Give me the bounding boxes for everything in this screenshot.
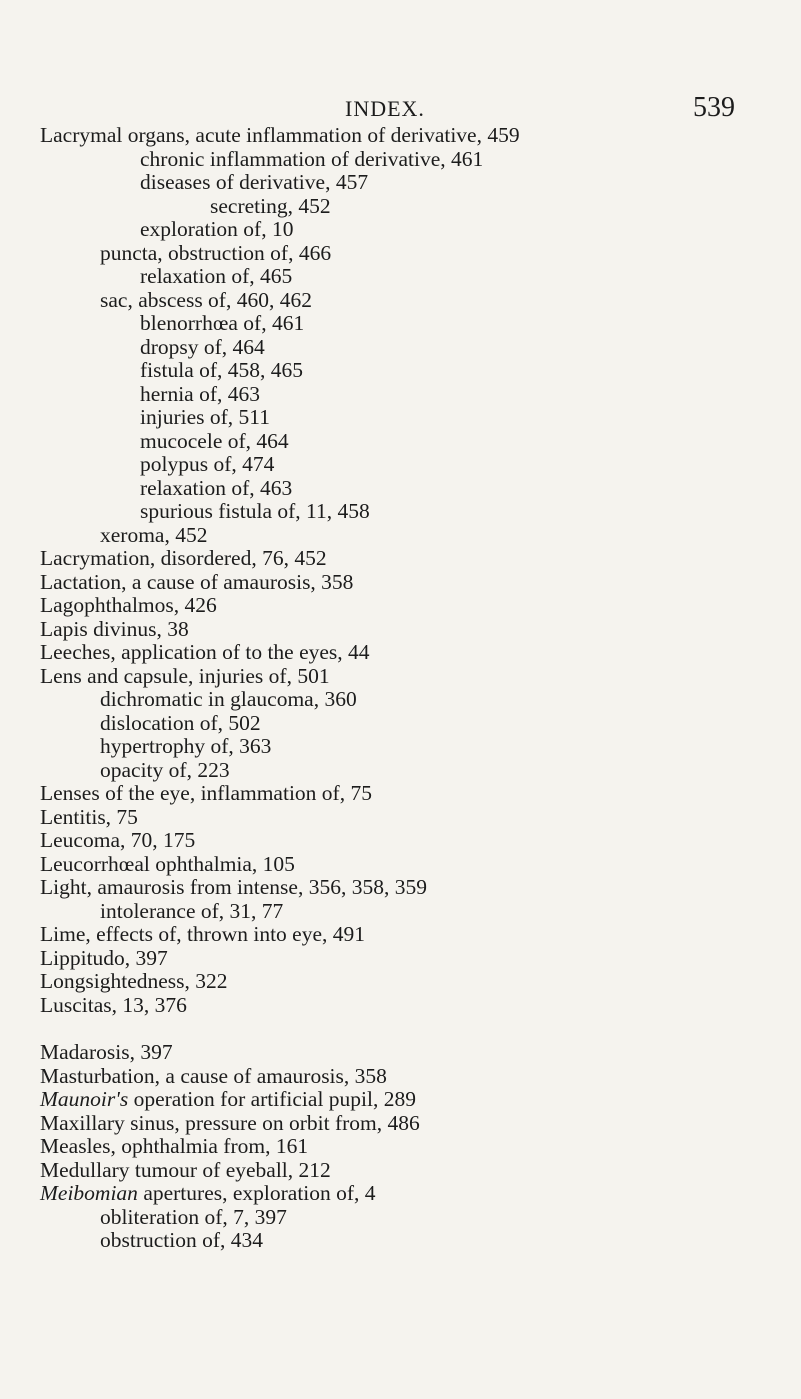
index-subentry: xeroma, 452 xyxy=(100,522,208,547)
index-entry: Leucoma, 70, 175 xyxy=(40,828,196,852)
index-subentry: relaxation of, 463 xyxy=(140,475,293,500)
index-subentry: dichromatic in glaucoma, 360 xyxy=(100,687,357,711)
index-subentry: blenorrhœa of, 461 xyxy=(140,311,305,335)
index-subentry: obliteration of, 7, 397 xyxy=(100,1204,287,1229)
italic-name: Maunoir's xyxy=(40,1087,129,1111)
index-entry: Lens and capsule, injuries of, 501 xyxy=(40,663,330,688)
index-subentry: diseases of derivative, 457 xyxy=(140,170,369,194)
index-subentry: exploration of, 10 xyxy=(140,217,294,241)
index-entry: Luscitas, 13, 376 xyxy=(40,992,187,1017)
index-subentry: relaxation of, 465 xyxy=(140,264,293,288)
entry-text: apertures, exploration of, 4 xyxy=(137,1181,376,1205)
running-title: INDEX. xyxy=(345,96,425,121)
index-entry: Longsightedness, 322 xyxy=(40,969,228,993)
index-entry: Lapis divinus, 38 xyxy=(40,616,189,641)
index-entry xyxy=(40,1182,780,1206)
index-subentry: dropsy of, 464 xyxy=(140,334,265,359)
index-entry: Leeches, application of to the eyes, 44 xyxy=(40,640,370,664)
index-subentry: opacity of, 223 xyxy=(100,757,230,782)
index-subentry: secreting, 452 xyxy=(210,193,331,218)
index-subentry: fistula of, 458, 465 xyxy=(140,358,304,382)
index-entries xyxy=(40,124,780,1253)
index-entry: Lacrymation, disordered, 76, 452 xyxy=(40,546,327,570)
index-subentry: hernia of, 463 xyxy=(140,381,261,406)
index-subentry: puncta, obstruction of, 466 xyxy=(100,240,332,265)
index-subentry: dislocation of, 502 xyxy=(100,710,261,735)
index-entry: Lime, effects of, thrown into eye, 491 xyxy=(40,922,365,946)
index-subentry: obstruction of, 434 xyxy=(100,1228,264,1252)
index-subentry: injuries of, 511 xyxy=(140,405,270,429)
index-entry: Lagophthalmos, 426 xyxy=(40,593,217,617)
index-entry xyxy=(40,1088,780,1112)
index-entry: Medullary tumour of eyeball, 212 xyxy=(40,1157,331,1182)
index-entry: Madarosis, 397 xyxy=(40,1040,173,1064)
index-subentry: mucocele of, 464 xyxy=(140,428,289,453)
index-entry: Measles, ophthalmia from, 161 xyxy=(40,1134,309,1158)
index-entry: Light, amaurosis from intense, 356, 358, 359 xyxy=(40,875,427,899)
index-subentry: sac, abscess of, 460, 462 xyxy=(100,287,312,312)
page-number: 539 xyxy=(693,92,735,123)
index-subentry: hypertrophy of, 363 xyxy=(100,734,272,758)
index-subentry: spurious fistula of, 11, 458 xyxy=(140,499,370,523)
index-entry: Lentitis, 75 xyxy=(40,804,138,829)
entry-text: operation for artificial pupil, 289 xyxy=(128,1087,416,1111)
index-entry: Leucorrhœal ophthalmia, 105 xyxy=(40,851,295,876)
index-entry: Lippitudo, 397 xyxy=(40,945,168,970)
index-subentry: polypus of, 474 xyxy=(140,452,275,476)
index-entry: Lacrymal organs, acute inflammation of derivative, 459 xyxy=(40,123,520,147)
index-entry: Masturbation, a cause of amaurosis, 358 xyxy=(40,1063,387,1088)
index-entry: Lactation, a cause of amaurosis, 358 xyxy=(40,569,354,594)
index-entry: Maxillary sinus, pressure on orbit from, 486 xyxy=(40,1110,420,1135)
index-subentry: intolerance of, 31, 77 xyxy=(100,898,284,923)
index-subentry: chronic inflammation of derivative, 461 xyxy=(140,146,484,171)
index-entry: Lenses of the eye, inflammation of, 75 xyxy=(40,781,372,805)
section-gap xyxy=(40,1017,780,1041)
italic-name: Meibomian xyxy=(40,1181,138,1205)
